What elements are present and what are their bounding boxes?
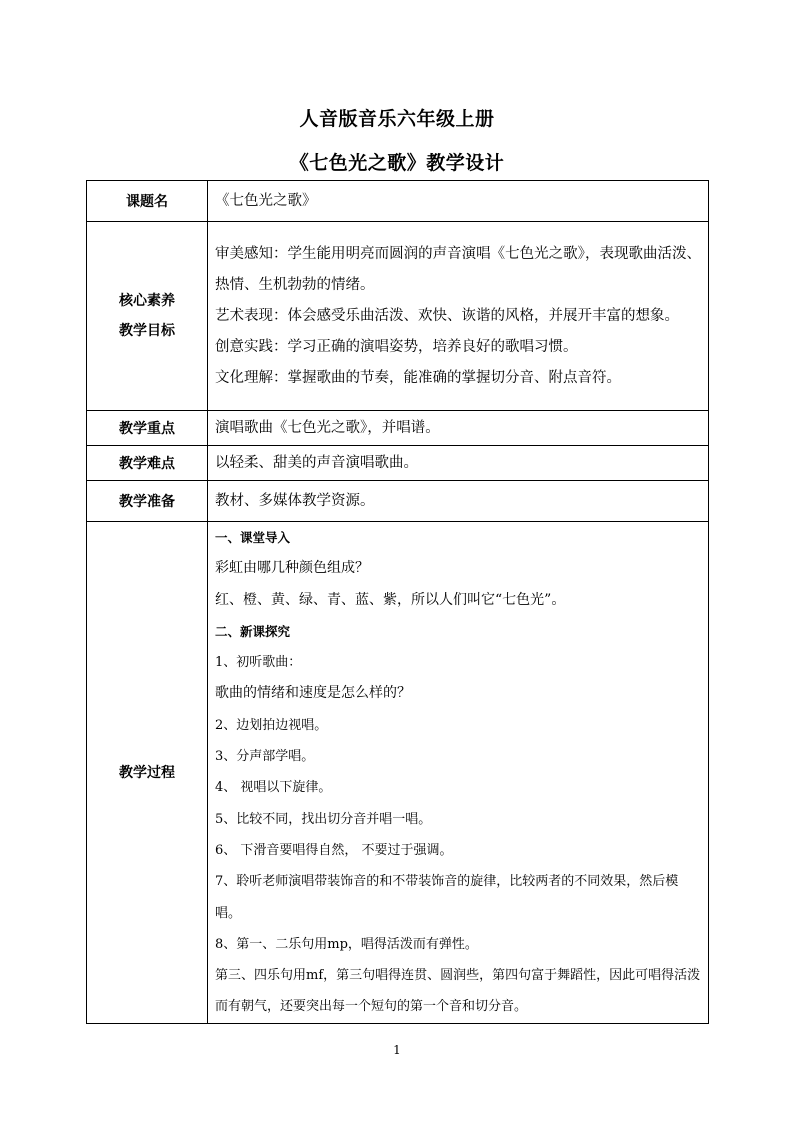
row-label-process: 教学过程 (87, 522, 208, 1024)
process-line: 歌曲的情绪和速度是怎么样的？ (215, 685, 411, 702)
process-line: 3、分声部学唱。 (215, 749, 315, 765)
goal-item: 文化理解：掌握歌曲的节奏，能准确的掌握切分音、附点音符。 (215, 369, 621, 386)
table-row-process (87, 522, 709, 1024)
table-row-topic (87, 181, 709, 222)
lesson-plan-table (86, 180, 709, 1024)
row-label-preparation: 教学准备 (87, 481, 208, 522)
section-heading: 二、新课探究 (215, 623, 291, 639)
row-value-preparation: 教材、多媒体教学资源。 (208, 481, 709, 522)
section-heading: 一、课堂导入 (215, 530, 291, 545)
process-line: 1、初听歌曲： (215, 655, 302, 671)
goal-item: 审美感知：学生能用明亮而圆润的声音演唱《七色光之歌》，表现歌曲活泼、热情、生机勃勃的情绪。 (215, 245, 701, 293)
table-row-difficulties (87, 446, 709, 481)
process-line: 红、橙、黄、绿、青、蓝、紫，所以人们叫它“七色光”。 (215, 591, 566, 608)
process-line: 2、边划拍边视唱。 (215, 717, 328, 733)
row-value-topic: 《七色光之歌》 (208, 181, 709, 222)
table-row-preparation (87, 481, 709, 522)
row-value-goals (208, 222, 709, 411)
row-value-process (208, 522, 709, 1024)
row-value-difficulties: 以轻柔、甜美的声音演唱歌曲。 (208, 446, 709, 481)
process-line: 第三、四乐句用mf，第三句唱得连贯、圆润些，第四句富于舞蹈性，因此可唱得活泼而有朝气，还要突出每一个短句的第一个音和切分音。 (215, 968, 701, 1015)
document-title: 人音版音乐六年级上册 (299, 108, 495, 130)
row-value-key-points: 演唱歌曲《七色光之歌》，并唱谱。 (208, 411, 709, 446)
table-row-key-points (87, 411, 709, 446)
row-label-difficulties: 教学难点 (87, 446, 208, 481)
row-label-topic: 课题名 (87, 181, 208, 222)
process-line: 8、第一、二乐句用mp，唱得活泼而有弹性。 (215, 936, 478, 952)
document-subtitle: 《七色光之歌》教学设计 (289, 152, 505, 174)
goal-item: 艺术表现：体会感受乐曲活泼、欢快、诙谐的风格，并展开丰富的想象。 (215, 307, 679, 324)
page-number: 1 (393, 1043, 401, 1057)
process-line: 彩虹由哪几种颜色组成？ (215, 560, 369, 577)
row-label-key-points: 教学重点 (87, 411, 208, 446)
process-line: 7、聆听老师演唱带装饰音的和不带装饰音的旋律，比较两者的不同效果，然后模唱。 (215, 874, 679, 921)
row-label-goals (87, 222, 208, 411)
process-line: 5、比较不同，找出切分音并唱一唱。 (215, 811, 432, 827)
goal-item: 创意实践：学习正确的演唱姿势，培养良好的歌唱习惯。 (215, 338, 578, 355)
table-row-goals (87, 222, 709, 411)
row-label-goals-line1: 核心素养 (119, 293, 175, 309)
row-label-goals-line2: 教学目标 (119, 323, 175, 339)
process-line: 6、 下滑音要唱得自然， 不要过于强调。 (215, 842, 453, 858)
process-line: 4、 视唱以下旋律。 (215, 780, 332, 796)
